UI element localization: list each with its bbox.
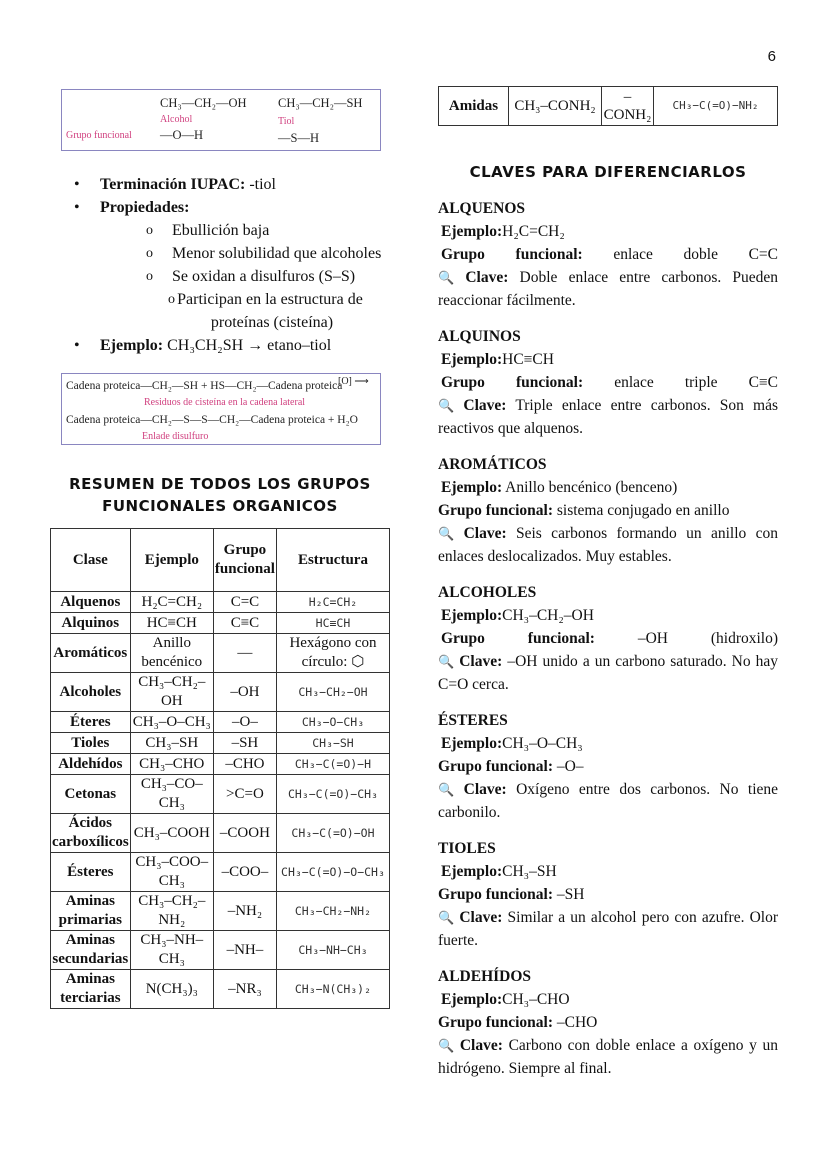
header-ejemplo: Ejemplo	[130, 529, 213, 592]
grupo-label: Grupo funcional:	[438, 758, 553, 775]
clave-title: TIOLES	[438, 840, 496, 857]
cell-clase: Aromáticos	[51, 634, 131, 673]
ejemplo-label: Ejemplo:	[441, 351, 503, 368]
cell-clase: Tioles	[51, 733, 131, 754]
ejemplo-label: Ejemplo:	[441, 607, 503, 624]
clave-grupo	[438, 499, 778, 522]
magnifier-icon: 🔍	[438, 782, 455, 797]
cell-clase: Aminas secundarias	[51, 931, 131, 970]
cell-ejemplo: CH₃–COO–CH₃	[130, 853, 213, 892]
cell-estructura: Hexágono con círculo: ⬡	[276, 634, 389, 673]
cell-clase: Alquinos	[51, 613, 131, 634]
cell-clase: Aldehídos	[51, 754, 131, 775]
cell-grupo: >C=O	[213, 775, 276, 814]
grupo-label: Grupo funcional:	[441, 374, 584, 391]
cell-ejemplo: CH₃–COOH	[130, 814, 213, 853]
grupo-label: Grupo funcional:	[441, 246, 583, 263]
clave-section	[438, 965, 778, 1080]
cell-grupo: –O–	[213, 712, 276, 733]
grupo-value: enlace triple C≡C	[614, 374, 778, 391]
cell-estructura: CH₃−CH₂−OH	[276, 673, 389, 712]
cell-grupo: —	[213, 634, 276, 673]
table-row	[51, 853, 390, 892]
ejemplo-label: Ejemplo:	[441, 223, 503, 240]
table-row	[439, 87, 778, 126]
cell-grupo: –NR₃	[213, 970, 276, 1009]
cell-ejemplo: CH₃–CH₂–OH	[130, 673, 213, 712]
cell-clase: Éteres	[51, 712, 131, 733]
clave-value: –OH unido a un carbono saturado. No hay C=O cerca.	[438, 653, 779, 693]
clave-section	[438, 453, 778, 568]
table-row	[51, 814, 390, 853]
clave-section	[438, 837, 778, 952]
ejemplo-label: Ejemplo:	[441, 991, 503, 1008]
grupo-label: Grupo funcional:	[441, 630, 595, 647]
clave-title: AROMÁTICOS	[438, 456, 547, 473]
table-row	[51, 892, 390, 931]
ejemplo-label: Ejemplo:	[441, 735, 503, 752]
claves-heading: CLAVES PARA DIFERENCIARLOS	[469, 163, 747, 181]
clave-title: ÉSTERES	[438, 712, 508, 729]
clave-label: Clave:	[463, 781, 507, 798]
cell-grupo: –COOH	[213, 814, 276, 853]
clave-grupo	[438, 243, 778, 266]
cell-estructura: CH₃−CH₂−NH₂	[276, 892, 389, 931]
clave-label: Clave:	[463, 525, 507, 542]
clave-title: ALQUINOS	[438, 328, 521, 345]
grupo-value: –SH	[556, 886, 585, 903]
clave-label: Clave:	[459, 653, 503, 670]
grupo-label: Grupo funcional:	[438, 1014, 553, 1031]
alcohol-formula: CH₃—CH₂—OH	[160, 96, 247, 110]
page-number: 6	[767, 48, 776, 65]
table-row	[51, 712, 390, 733]
clave-text	[438, 1034, 778, 1080]
clave-ejemplo	[438, 988, 778, 1011]
disulfide-label1: Residuos de cisteína en la cadena lateral	[144, 397, 306, 408]
cell-estructura: CH₃−C(=O)−H	[276, 754, 389, 775]
clave-ejemplo	[438, 604, 778, 627]
disulfide-label2: Enlade disulfuro	[142, 431, 209, 442]
clave-ejemplo	[438, 732, 778, 755]
cell-ejemplo: N(CH₃)₃	[130, 970, 213, 1009]
ejemplo-value: H₂C=CH₂	[502, 223, 565, 240]
magnifier-icon: 🔍	[438, 910, 455, 925]
clave-text	[438, 522, 778, 568]
ejemplo-value: CH₃–CH₂–OH	[502, 607, 594, 624]
cell-estructura: H₂C=CH₂	[276, 592, 389, 613]
clave-title: ALQUENOS	[438, 200, 525, 217]
table-row	[51, 673, 390, 712]
cell-clase: Amidas	[439, 87, 509, 126]
tiol-group: —S—H	[278, 131, 319, 145]
clave-section	[438, 709, 778, 824]
disulfide-figure	[61, 373, 381, 445]
clave-grupo	[438, 883, 778, 906]
magnifier-icon: 🔍	[438, 654, 455, 669]
clave-value: Oxígeno entre dos carbonos. No tiene carbonilo.	[438, 781, 779, 821]
alcohol-label: Alcohol	[160, 114, 193, 125]
cell-estructura: CH₃−C(=O)−CH₃	[276, 775, 389, 814]
clave-text	[438, 650, 778, 696]
clave-title: ALCOHOLES	[438, 584, 537, 601]
clave-grupo	[438, 371, 778, 394]
ejemplo-label: Ejemplo:	[100, 337, 164, 354]
functional-groups-table	[50, 528, 390, 1009]
magnifier-icon: 🔍	[438, 526, 455, 541]
cell-estructura: CH₃−N(CH₃)₂	[276, 970, 389, 1009]
cell-clase: Cetonas	[51, 775, 131, 814]
cell-ejemplo: Anillo bencénico	[130, 634, 213, 673]
list-item: o Menor solubilidad que alcoholes	[146, 242, 392, 265]
clave-value: Carbono con doble enlace a oxígeno y un hidrógeno. Siempre al final.	[438, 1037, 779, 1077]
cell-grupo: –CONH₂	[602, 87, 654, 126]
grupo-value: –CHO	[556, 1014, 598, 1031]
magnifier-icon: 🔍	[438, 270, 455, 285]
cell-ejemplo: H₂C=CH₂	[130, 592, 213, 613]
table-header-row	[51, 529, 390, 592]
header-grupo: Grupo funcional	[213, 529, 276, 592]
cell-clase: Ácidos carboxílicos	[51, 814, 131, 853]
table-row	[51, 970, 390, 1009]
ejemplo-value: CH₃–O–CH₃	[502, 735, 583, 752]
grupo-label: Grupo funcional:	[438, 502, 553, 519]
disulfide-line2: Cadena proteica—CH₂—S—S—CH₂—Cadena proteica + H₂O	[66, 414, 358, 426]
clave-label: Clave:	[459, 909, 503, 926]
list-item: o Ebullición baja	[146, 219, 392, 242]
cell-estructura: CH₃−C(=O)−NH₂	[654, 87, 778, 126]
clave-value: Doble enlace entre carbonos. Pueden reaccionar fácilmente.	[438, 269, 779, 309]
claves-section	[438, 197, 778, 1093]
cell-grupo: –COO–	[213, 853, 276, 892]
table-row	[51, 931, 390, 970]
table-row	[51, 775, 390, 814]
clave-ejemplo	[438, 220, 778, 243]
clave-value: Triple enlace entre carbonos. Son más reactivos que alquenos.	[438, 397, 779, 437]
table-row	[51, 634, 390, 673]
terminacion-label: Terminación IUPAC:	[100, 176, 246, 193]
table-row	[51, 754, 390, 775]
clave-section	[438, 197, 778, 312]
grupo-value: sistema conjugado en anillo	[556, 502, 730, 519]
cell-ejemplo: CH₃–CH₂–NH₂	[130, 892, 213, 931]
cell-ejemplo: CH₃–CONH₂	[509, 87, 602, 126]
table-row	[51, 733, 390, 754]
cell-grupo: –NH–	[213, 931, 276, 970]
cell-estructura: CH₃−NH−CH₃	[276, 931, 389, 970]
magnifier-icon: 🔍	[438, 398, 455, 413]
ejemplo-value: CH₃CH₂SH → etano–tiol	[163, 337, 332, 354]
ejemplo-value: CH₃–CHO	[502, 991, 570, 1008]
ejemplo-label: Ejemplo:	[441, 863, 503, 880]
clave-grupo	[438, 1011, 778, 1034]
cell-grupo: –CHO	[213, 754, 276, 775]
grupo-label: Grupo funcional:	[438, 886, 553, 903]
propiedades-sublist	[100, 219, 392, 334]
clave-text	[438, 778, 778, 824]
clave-value: Similar a un alcohol pero con azufre. Olor fuerte.	[438, 909, 779, 949]
cell-estructura: HC≡CH	[276, 613, 389, 634]
header-clase: Clase	[51, 529, 131, 592]
clave-ejemplo	[438, 860, 778, 883]
cell-estructura: CH₃−SH	[276, 733, 389, 754]
cell-estructura: CH₃−O−CH₃	[276, 712, 389, 733]
cell-estructura: CH₃−C(=O)−O−CH₃	[276, 853, 389, 892]
clave-grupo	[438, 755, 778, 778]
cell-ejemplo: CH₃–CHO	[130, 754, 213, 775]
grupo-value: enlace doble C=C	[613, 246, 778, 263]
alcohol-group: —O—H	[160, 128, 204, 142]
list-item: o Se oxidan a disulfuros (S–S)	[146, 265, 392, 288]
table-row	[51, 592, 390, 613]
cell-ejemplo: CH₃–SH	[130, 733, 213, 754]
cell-estructura: CH₃−C(=O)−OH	[276, 814, 389, 853]
cell-grupo: C≡C	[213, 613, 276, 634]
cell-clase: Alquenos	[51, 592, 131, 613]
ejemplo-value: HC≡CH	[502, 351, 554, 368]
cell-clase: Ésteres	[51, 853, 131, 892]
summary-heading: RESUMEN DE TODOS LOS GRUPOS FUNCIONALES ORGANICOS	[69, 475, 371, 515]
cell-ejemplo: HC≡CH	[130, 613, 213, 634]
amidas-table	[438, 86, 778, 126]
clave-value: Seis carbonos formando un anillo con enlaces deslocalizados. Muy estables.	[438, 525, 779, 565]
cell-clase: Alcoholes	[51, 673, 131, 712]
terminacion-value: -tiol	[245, 176, 276, 193]
cell-ejemplo: CH₃–CO–CH₃	[130, 775, 213, 814]
cell-clase: Aminas primarias	[51, 892, 131, 931]
cell-ejemplo: CH₃–NH–CH₃	[130, 931, 213, 970]
clave-text	[438, 394, 778, 440]
list-item: o Participan en la estructura de proteínas (cisteína)	[172, 288, 372, 334]
cell-grupo: C=C	[213, 592, 276, 613]
alcohol-thiol-figure	[61, 89, 381, 151]
cell-grupo: –SH	[213, 733, 276, 754]
thiol-properties-list	[72, 173, 392, 357]
grupo-value: –O–	[556, 758, 584, 775]
clave-grupo	[438, 627, 778, 650]
ejemplo-label: Ejemplo:	[441, 479, 503, 496]
cell-clase: Aminas terciarias	[51, 970, 131, 1009]
clave-title: ALDEHÍDOS	[438, 968, 532, 985]
disulfide-line1: Cadena proteica—CH₂—SH + HS—CH₂—Cadena proteica	[66, 380, 343, 392]
header-estructura: Estructura	[276, 529, 389, 592]
cell-grupo: –NH₂	[213, 892, 276, 931]
clave-ejemplo	[438, 348, 778, 371]
clave-label: Clave:	[463, 397, 507, 414]
list-item	[72, 334, 392, 357]
clave-text	[438, 266, 778, 312]
tiol-formula: CH₃—CH₂—SH	[278, 96, 363, 110]
clave-label: Clave:	[465, 269, 509, 286]
list-item	[72, 196, 392, 334]
list-item	[72, 173, 392, 196]
propiedades-label: Propiedades:	[100, 199, 190, 216]
clave-section	[438, 325, 778, 440]
clave-section	[438, 581, 778, 696]
grupo-funcional-label: Grupo funcional	[66, 130, 132, 141]
clave-text	[438, 906, 778, 952]
tiol-label: Tiol	[278, 116, 295, 127]
table-row	[51, 613, 390, 634]
reaction-arrow: [O] ⟶	[338, 376, 369, 387]
magnifier-icon: 🔍	[438, 1038, 455, 1053]
ejemplo-value: Anillo bencénico (benceno)	[505, 479, 678, 496]
ejemplo-value: CH₃–SH	[502, 863, 557, 880]
cell-grupo: –OH	[213, 673, 276, 712]
grupo-value: –OH (hidroxilo)	[637, 630, 778, 647]
clave-label: Clave:	[459, 1037, 503, 1054]
cell-ejemplo: CH₃–O–CH₃	[130, 712, 213, 733]
clave-ejemplo	[438, 476, 778, 499]
